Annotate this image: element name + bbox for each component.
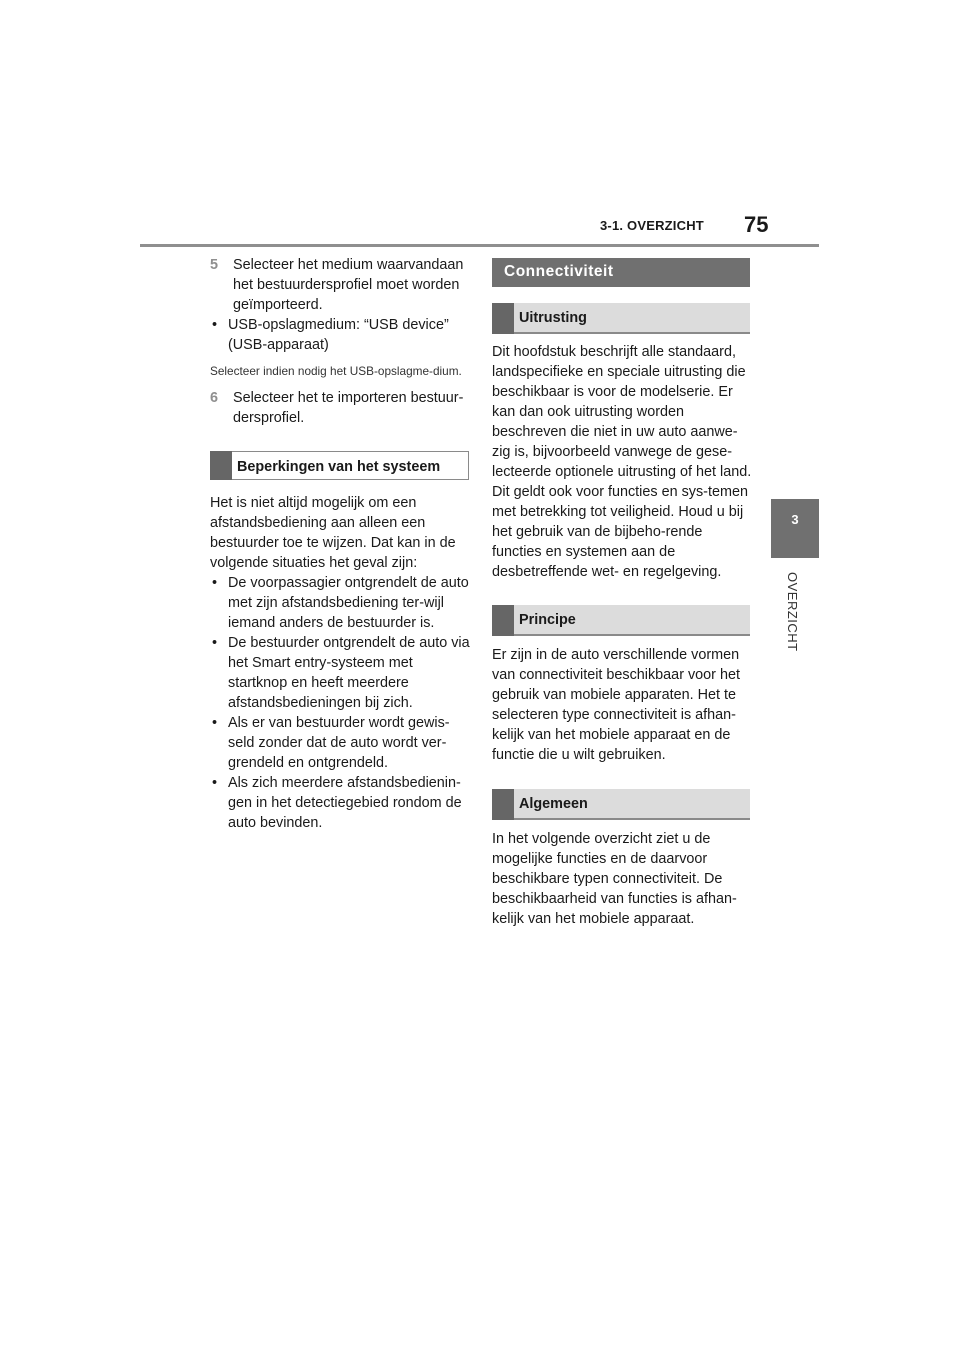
principe-text: Er zijn in de auto verschillende vormen van connectiviteit beschikbaar voor het gebruik van mobiele apparaten. Het te selecteren type connectiviteit is afhan-kelijk van het mobiele apparaat en de functie die u wilt gebruiken. [492,647,740,763]
list-item: • De voorpassagier ontgrendelt de auto met zijn afstandsbediening ter-wijl iemand anders de bestuurder is. [210,573,472,633]
usb-bullet: • USB-opslagmedium: “USB device” (USB-apparaat) [210,315,472,355]
uitrusting-heading-bar [492,303,750,334]
page-number: 75 [744,212,769,237]
chapter-side-label: OVERZICHT [785,572,800,652]
limits-intro: Het is niet altijd mogelijk om een afstandsbediening aan alleen een bestuurder toe te wijzen. Dat kan in de volgende situaties het geval zijn: [210,495,456,571]
limits-heading-bar [210,451,469,480]
step-text: Selecteer het te importeren bestuur-dersprofiel. [233,390,464,426]
header-section-title: 3-1. OVERZICHT [600,218,704,233]
chapter-tab: 3 [771,499,819,558]
section-heading: Beperkingen van het systeem [237,459,441,475]
step-6 [210,388,472,428]
step-number: 6 [210,390,219,406]
section-heading: Principe [519,612,576,628]
section-heading: Algemeen [519,796,588,812]
step-text: Selecteer het medium waarvandaan het bestuurdersprofiel moet worden geïmporteerd. [233,257,464,313]
right-column [492,258,754,929]
principe-heading-bar [492,605,750,636]
algemeen-text: In het volgende overzicht ziet u de mogelijke functies en de daarvoor beschikbare typen connectiviteit. De beschikbaarheid van functies is afhan-kelijk van het mobiele apparaat. [492,831,737,927]
section-heading: Uitrusting [519,310,587,326]
list-item: • Als zich meerdere afstandsbedienin-gen in het detectiegebied rondom de auto bevinden. [210,773,472,833]
algemeen-heading-bar [492,789,750,820]
list-item: • Als er van bestuurder wordt gewis-seld zonder dat de auto wordt ver-grendeld en ontgrendeld. [210,713,472,773]
header-rule [140,244,819,247]
main-heading: Connectiviteit [504,263,614,280]
left-column [210,255,472,833]
connectiviteit-heading-bar [492,258,750,287]
uitrusting-text: Dit hoofdstuk beschrijft alle standaard, landspecifieke en speciale uitrusting die beschikbaar is voor de modelserie. Er kan dan ook uitrusting worden beschreven die niet in uw auto aanwe-zig is, bijvoorbeeld vanwege de gese-lecteerde optionele uitrusting of het land. Dit geldt ook voor functies en sys-temen met betrekking tot veiligheid. Houd u bij het gebruik van de bijbeho-rende functies en systemen aan de desbetreffende wet- en regelgeving. [492,344,752,580]
step-5 [210,255,472,315]
usb-note: Selecteer indien nodig het USB-opslagme-dium. [210,364,462,378]
list-item: • De bestuurder ontgrendelt de auto via het Smart entry-systeem met startknop en heeft meerdere afstandsbedieningen bij zich. [210,633,472,713]
step-number: 5 [210,257,219,273]
